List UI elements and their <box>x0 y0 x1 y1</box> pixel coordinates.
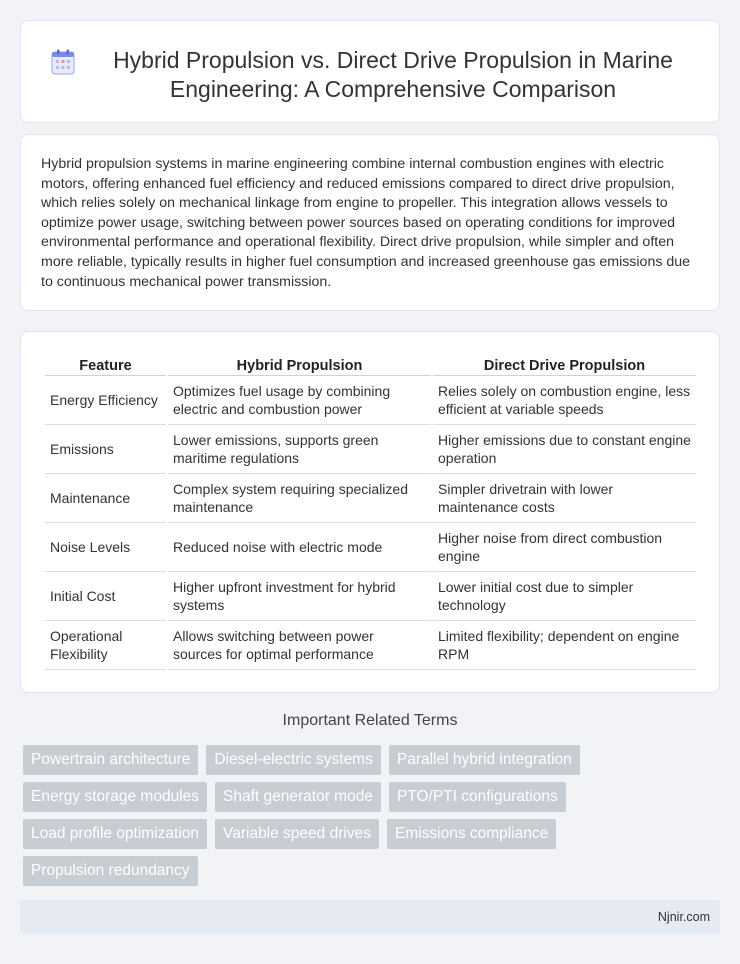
row-feature: Maintenance <box>45 474 166 523</box>
row-direct: Higher emissions due to constant engine operation <box>433 425 696 474</box>
page-title: Hybrid Propulsion vs. Direct Drive Propulsion in Marine Engineering: A Comprehensive Comparison <box>113 47 673 102</box>
row-hybrid: Reduced noise with electric mode <box>168 523 431 572</box>
header-direct: Direct Drive Propulsion <box>433 350 696 376</box>
comparison-table <box>43 350 698 670</box>
title-card <box>20 20 720 123</box>
related-term-tag[interactable]: Propulsion redundancy <box>23 856 198 886</box>
related-terms-list <box>23 745 723 886</box>
table-row <box>45 621 696 670</box>
row-direct: Simpler drivetrain with lower maintenance costs <box>433 474 696 523</box>
title-wrap <box>21 21 719 104</box>
row-direct: Lower initial cost due to simpler technology <box>433 572 696 621</box>
summary-card <box>20 134 720 311</box>
footer-site-link[interactable]: Njnir.com <box>657 910 710 924</box>
related-terms-title: Important Related Terms <box>282 712 458 729</box>
row-feature: Energy Efficiency <box>45 376 166 425</box>
row-hybrid: Complex system requiring specialized maintenance <box>168 474 431 523</box>
related-term-tag[interactable]: Energy storage modules <box>23 782 207 812</box>
summary-text: Hybrid propulsion systems in marine engineering combine internal combustion engines with electric motors, offering enhanced fuel efficiency and reduced emissions compared to direct drive propulsion, which relies solely on mechanical linkage from engine to propeller. This integration allows vessels to optimize power usage, switching between power sources based on operating conditions for improved environmental performance and operational flexibility. Direct drive propulsion, while simpler and often more reliable, typically results in higher fuel consumption and increased greenhouse gas emissions due to continuous mechanical power transmission. <box>41 156 691 290</box>
related-term-tag[interactable]: Variable speed drives <box>215 819 379 849</box>
related-term-tag[interactable]: Load profile optimization <box>23 819 207 849</box>
comparison-card <box>20 331 720 693</box>
related-term-tag[interactable]: Powertrain architecture <box>23 745 198 775</box>
related-term-tag[interactable]: Diesel-electric systems <box>206 745 380 775</box>
header-hybrid: Hybrid Propulsion <box>168 350 431 376</box>
related-term-tag[interactable]: Emissions compliance <box>387 819 556 849</box>
header-feature: Feature <box>45 350 166 376</box>
related-term-tag[interactable]: Parallel hybrid integration <box>389 745 580 775</box>
table-row <box>45 572 696 621</box>
table-row <box>45 425 696 474</box>
document-icon <box>51 49 75 75</box>
row-direct: Relies solely on combustion engine, less efficient at variable speeds <box>433 376 696 425</box>
related-term-tag[interactable]: Shaft generator mode <box>215 782 381 812</box>
row-direct: Limited flexibility; dependent on engine RPM <box>433 621 696 670</box>
row-hybrid: Optimizes fuel usage by combining electric and combustion power <box>168 376 431 425</box>
row-direct: Higher noise from direct combustion engine <box>433 523 696 572</box>
table-row <box>45 474 696 523</box>
row-feature: Operational Flexibility <box>45 621 166 670</box>
row-feature: Noise Levels <box>45 523 166 572</box>
footer <box>20 900 720 934</box>
related-term-tag[interactable]: PTO/PTI configurations <box>389 782 566 812</box>
table-row <box>45 376 696 425</box>
row-feature: Initial Cost <box>45 572 166 621</box>
row-hybrid: Allows switching between power sources for optimal performance <box>168 621 431 670</box>
table-row <box>45 523 696 572</box>
row-hybrid: Lower emissions, supports green maritime regulations <box>168 425 431 474</box>
row-hybrid: Higher upfront investment for hybrid systems <box>168 572 431 621</box>
table-header-row <box>45 350 696 376</box>
row-feature: Emissions <box>45 425 166 474</box>
